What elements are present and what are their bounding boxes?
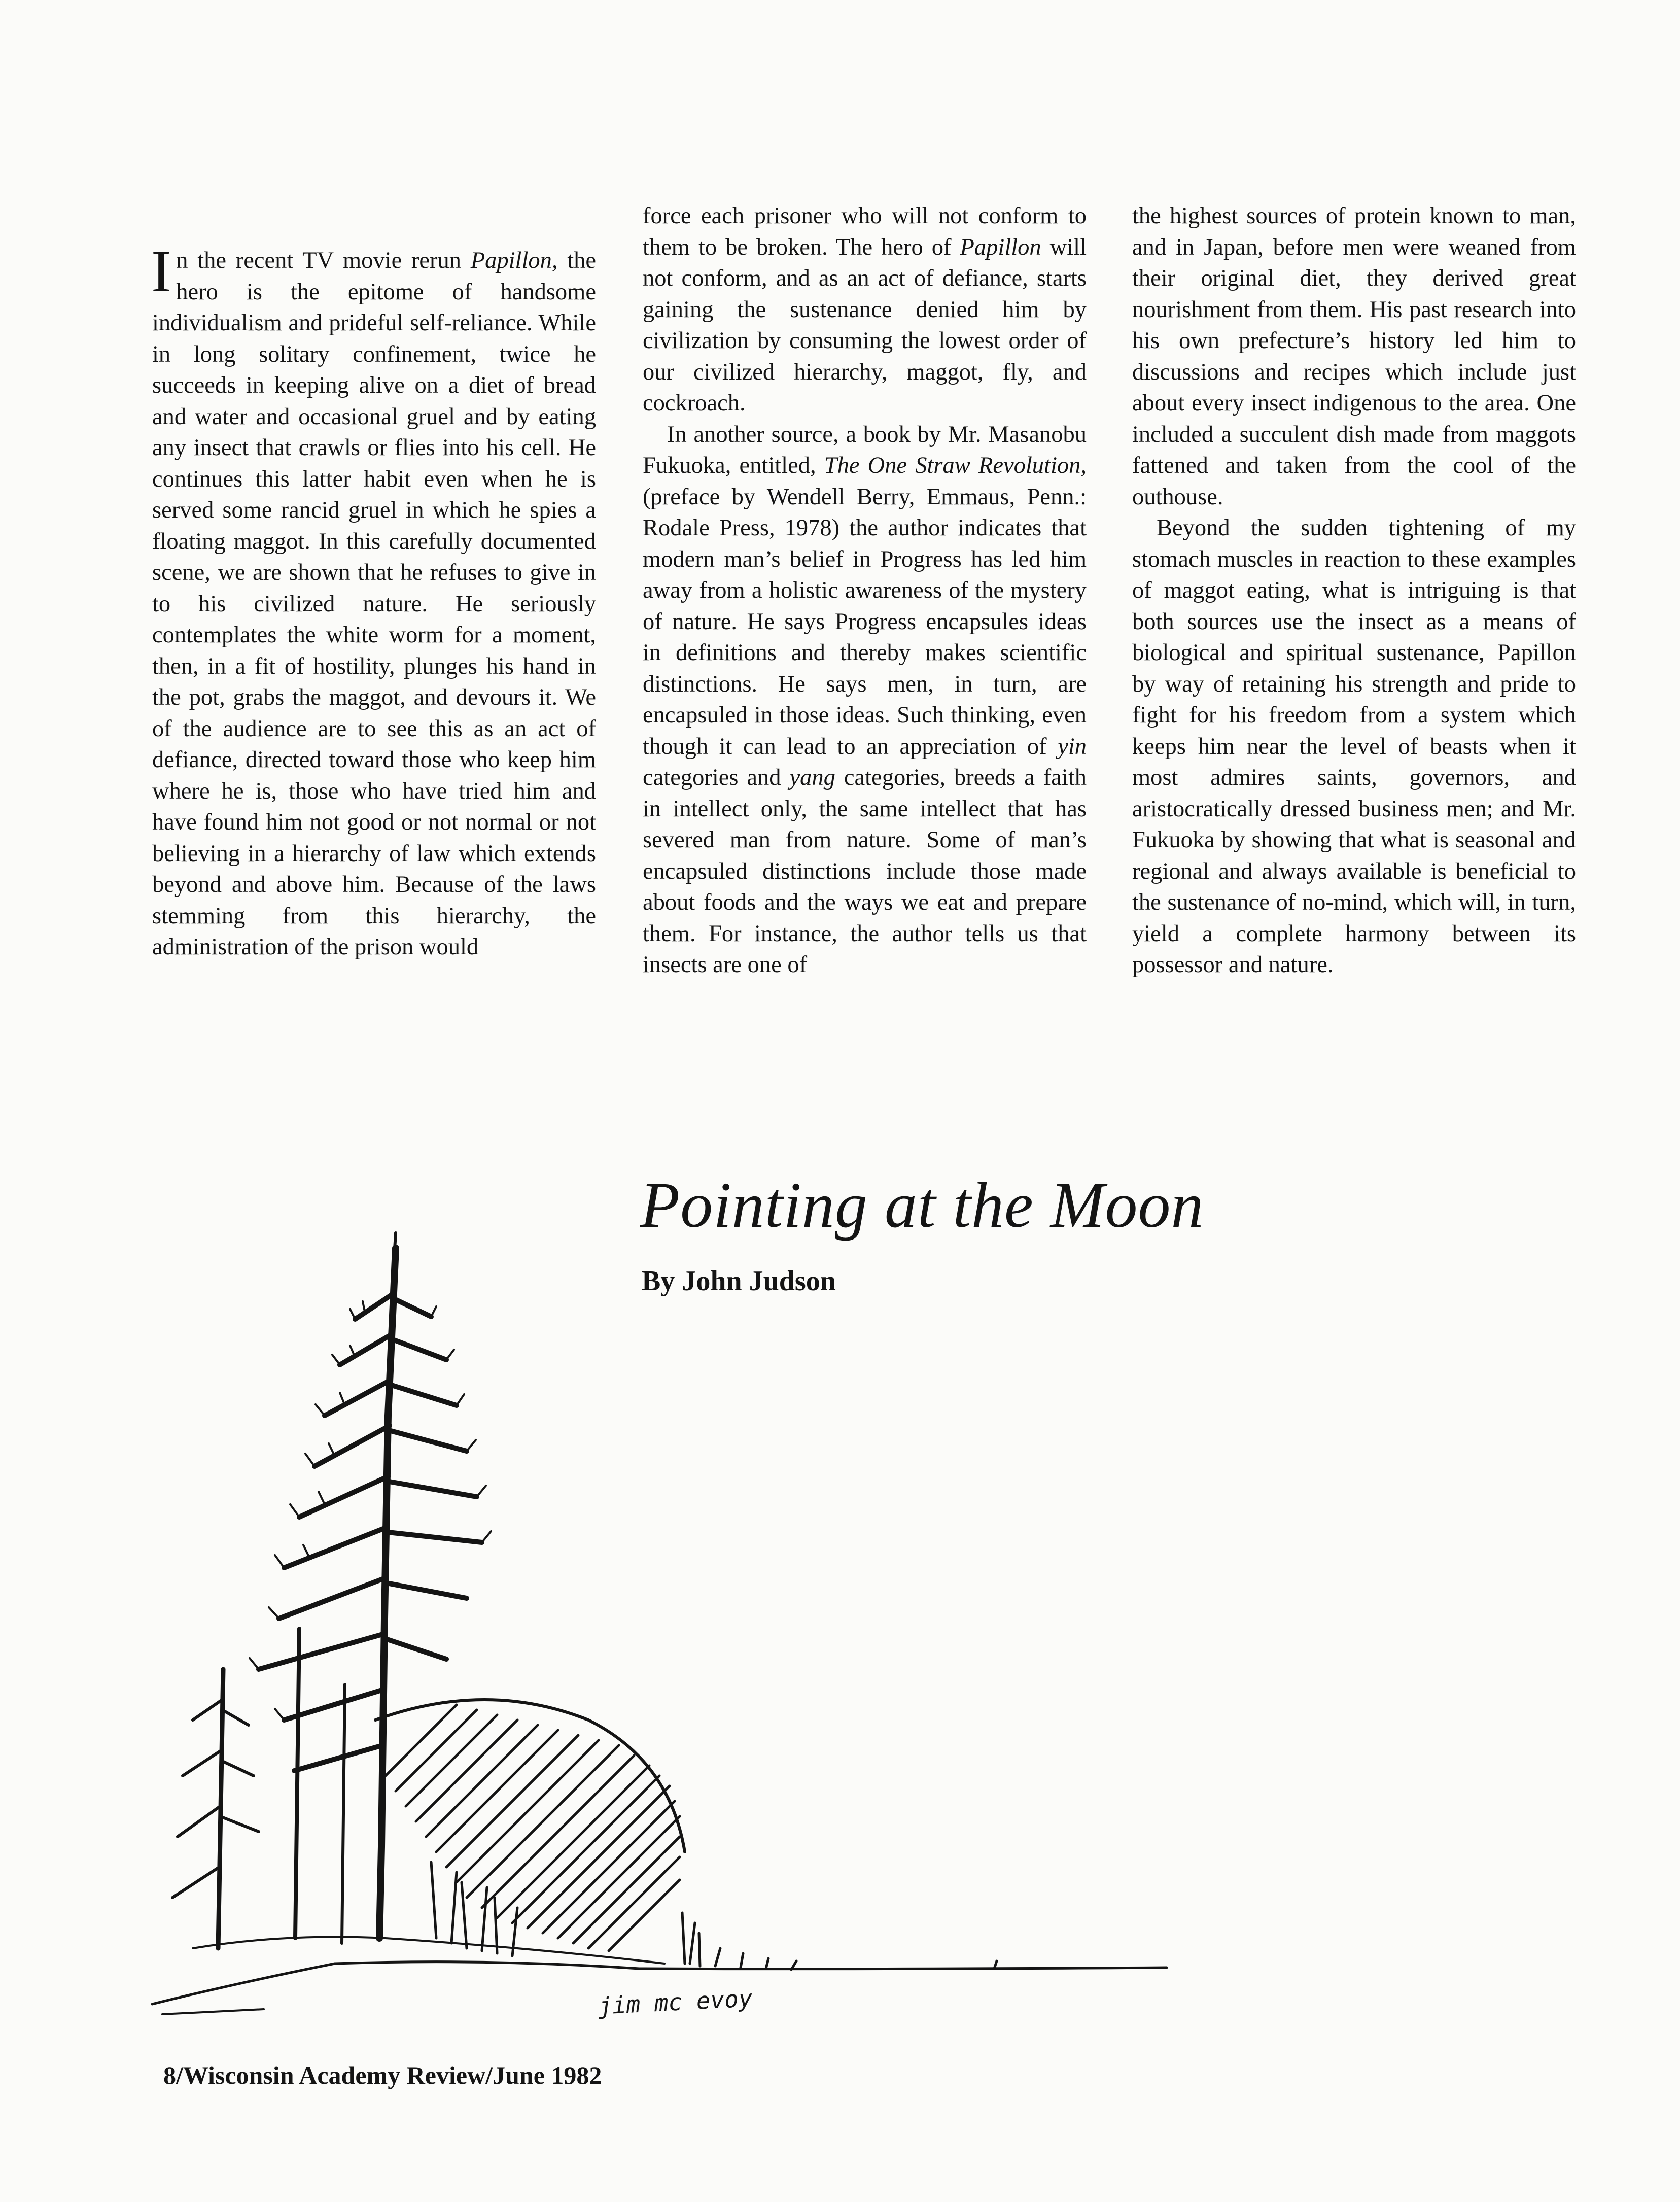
text-run: will not conform, and as an act of defiance, starts gaining the sustenance denied him by civilization by consuming the lowest order of our civilized hierarchy, maggot, fly, and cockroach. [643,234,1087,416]
paragraph: Beyond the sudden tightening of my stomach muscles in reaction to these examples of maggot eating, what is intriguing is that both sources use the insect as a means of biological and spiritual sustenance, Papillon by way of retaining his strength and pride to fight for his freedom from a system which keeps him near the level of beasts when it most admires saints, governors, and aristocratically dressed business men; and Mr. Fukuoka by showing that what is seasonal and regional and always available is beneficial to the sustenance of no-mind, which will, in turn, yield a complete harmony between its possessor and nature. [1132,515,1576,978]
drop-cap: I [151,238,171,304]
grass-strokes [431,1862,997,1970]
italic-term: yin [1058,733,1087,760]
text-run: n the recent TV movie rerun [176,248,471,273]
tree-branches [259,1294,482,1771]
tree-trunk [379,1248,396,1938]
italic-title: Papillon [960,234,1041,260]
article-column-2 [643,200,1087,981]
next-article-title: Pointing at the Moon [640,1169,1204,1241]
needle-strokes [250,1301,491,1720]
paragraph [151,238,596,963]
text-run: the hero is the epitome of handsome individualism and prideful self-reliance. While in long solitary confinement, twice he succeeds in keeping alive on a diet of bread and water and occasional gruel and by eating any insect that crawls or flies into his cell. He continues this latter habit even when he is served some rancid gruel in which he spies a floating maggot. In this carefully documented scene, we are shown that he refuses to give in to his civilized nature. He seriously contemplates the white worm for a moment, then, in a fit of hostility, plunges his hand in the pot, grabs the maggot, and devours it. We of the audience are to see this as an act of defiance, directed toward those who keep him where he is, those who have tried him and have found him not good or not normal or not believing in a hierarchy of law which extends beyond and above him. Because of the laws stemming from this hierarchy, the administration of the prison would [152,248,596,960]
text-run: categories and [643,765,790,790]
article-column-3 [1132,200,1576,981]
next-article-byline: By John Judson [642,1265,836,1297]
pine-tree-illustration [132,1213,1187,2055]
italic-title: The One Straw Revolution, [824,453,1087,478]
hillside-hatching [386,1705,680,1951]
text-run: force each prisoner who will not conform to them to be broken. The hero of [643,203,1087,260]
text-run: categories, breeds a faith in intellect only, the same intellect that has severed man from nature. Some of man’s encapsuled distinctions include those made about foods and the ways we eat and prepare them. For instance, the author tells us that insects are one of [643,765,1087,978]
italic-term: yang [789,765,835,790]
article-column-1 [151,238,596,963]
paragraph: the highest sources of protein known to man, and in Japan, before men were weaned from their original diet, they derived great nourishment from them. His past research into his own prefecture’s history led him to discussions and recipes which include just about every insect indigenous to the area. One included a succulent dish made from maggots fattened and taken from the cool of the outhouse. [1132,203,1576,510]
artist-signature: jim mc evoy [597,1984,753,2020]
text-run: In another source, a book by Mr. Masanobu Fukuoka, entitled, [643,421,1087,478]
paragraph [643,200,1087,419]
page-footer-folio: 8/Wisconsin Academy Review/June 1982 [163,2061,602,2089]
text-run: (preface by Wendell Berry, Emmaus, Penn.: Rodale Press, 1978) the author indicates that modern man’s belief in Progress has led him away from a holistic awareness of the mystery of nature. He says Progress encapsules ideas in definitions and thereby makes scientific distinctions. He says men, in turn, are encapsuled in those ideas. Such thinking, even though it can lead to an appreciation of [643,484,1087,760]
italic-title: Papillon, [470,248,558,273]
paragraph [643,419,1087,981]
